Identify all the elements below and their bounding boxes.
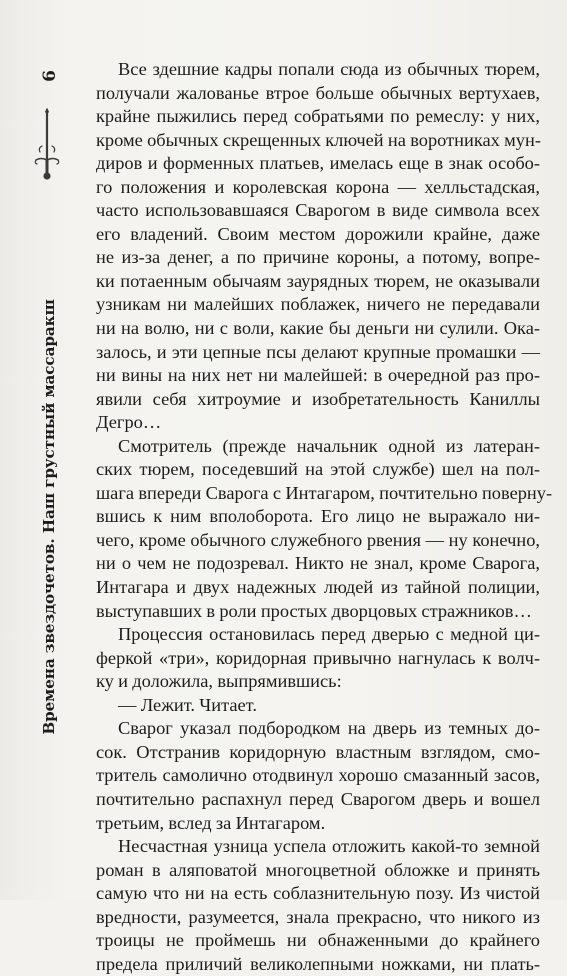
paragraph bbox=[96, 835, 540, 976]
paragraph bbox=[96, 717, 540, 835]
text-line: диров и форменных платьев, имелась еще в знак особо- bbox=[96, 153, 540, 174]
paragraph bbox=[96, 435, 553, 623]
text-line: явили себя хитроумие и изобретательность Каниллы bbox=[96, 388, 540, 409]
text-line: Процессия остановилась перед дверью с медной ци- bbox=[118, 624, 540, 645]
text-line: сок. Отстранив коридорную властным взглядом, смо- bbox=[96, 741, 540, 762]
text-line: роман в аляповатой многоцветной обложке и принять bbox=[96, 859, 540, 880]
left-margin bbox=[0, 0, 88, 900]
text-line: троицы не проймешь ни обнаженными до крайнего bbox=[96, 930, 540, 951]
text-line: вшись к ним вполоборота. Его лицо не выражало ни- bbox=[96, 506, 540, 527]
text-line: почтительно распахнул перед Сварогом дверь и вошел bbox=[96, 788, 540, 809]
text-line: тритель самолично отодвинул хорошо смазанный засов, bbox=[96, 765, 540, 786]
text-line: Несчастная узница успела отложить какой-то земной bbox=[118, 836, 540, 857]
text-line: го положения и королевская корона — хелльстадская, bbox=[96, 176, 540, 197]
sword-ornament-icon bbox=[30, 108, 64, 182]
text-line: Смотритель (прежде начальник одной из латеран- bbox=[118, 435, 540, 456]
text-line: крайне пыжились перед собратьями по ремеслу: у них, bbox=[96, 106, 540, 127]
text-line: — Лежит. Читает. bbox=[118, 694, 257, 715]
text-line: самую что ни на есть соблазнительную позу. Из чистой bbox=[96, 883, 540, 904]
text-line: Все здешние кадры попали сюда из обычных тюрем, bbox=[118, 59, 540, 79]
text-line: не из-за денег, а по причине короны, а потому, вопре- bbox=[96, 247, 540, 268]
text-line: чего, кроме обычного служебного рвения — ну конечно, bbox=[96, 529, 540, 550]
text-line: ских тюрем, поседевший на этой службе) шел на пол- bbox=[96, 459, 540, 480]
paragraph bbox=[96, 694, 540, 718]
text-line: феркой «три», коридорная привычно нагнулась к волч- bbox=[96, 647, 540, 668]
text-line: часто использовавшаяся Сварогом в виде символа всех bbox=[96, 200, 540, 221]
text-line: получали жалованье втрое больше обычных вертухаев, bbox=[96, 82, 540, 103]
text-line: ки потаенным обычаям заурядных тюрем, не оказывали bbox=[96, 270, 540, 291]
page-number: 6 bbox=[40, 70, 60, 82]
text-line: узникам ни малейших поблажек, ничего не передавали bbox=[96, 294, 540, 315]
text-line: залось, и эти цепные псы делают крупные промашки — bbox=[96, 341, 540, 362]
text-line: третьим, вслед за Интагаром. bbox=[96, 812, 326, 833]
text-line: его владений. Своим местом дорожили крайне, даже bbox=[96, 223, 540, 244]
text-line: ни вины на них нет ни малейшей: в очередной раз про- bbox=[96, 365, 540, 386]
text-line: предела приличий великолепными ножками, ни плать- bbox=[96, 953, 540, 974]
text-line: ку и доложила, выпрямившись: bbox=[96, 671, 342, 692]
paragraph bbox=[96, 623, 540, 694]
text-line: выступавших в роли простых дворцовых стражников… bbox=[96, 600, 532, 621]
text-line: Интагара и двух надежных людей из тайной полиции, bbox=[96, 577, 540, 598]
text-line: вредности, разумеется, знала прекрасно, что никого из bbox=[96, 906, 540, 927]
paragraph bbox=[96, 58, 540, 435]
body-text bbox=[96, 58, 553, 976]
text-line: кроме обычных скрещенных ключей на воротниках мун- bbox=[96, 129, 541, 150]
text-line: Дегро… bbox=[96, 412, 162, 433]
running-title-text: Времена звездочетов. Наш грустный массаракш bbox=[40, 299, 58, 735]
text-line: ни о чем не подозревал. Никто не знал, кроме Сварога, bbox=[96, 553, 540, 574]
text-line: шага впереди Сварога с Интагаром, почтительно поверну- bbox=[96, 482, 553, 503]
text-line: ни на волю, ни с воли, какие бы деньги ни сулили. Ока- bbox=[96, 318, 540, 339]
text-line: Сварог указал подбородком на дверь из темных до- bbox=[118, 718, 540, 739]
